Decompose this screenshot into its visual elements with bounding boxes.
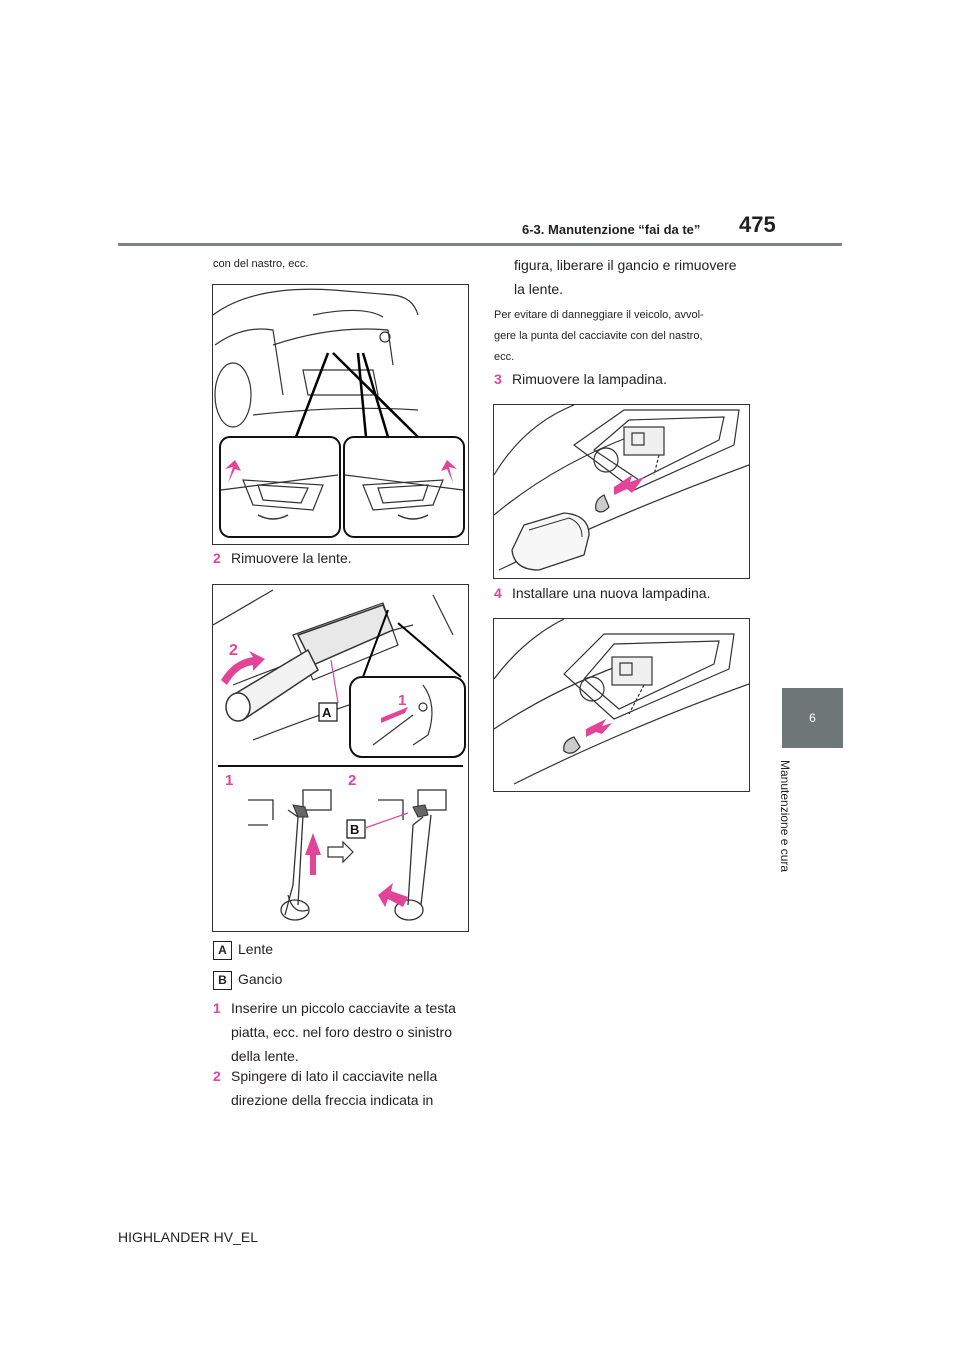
step-4 — [494, 581, 710, 605]
legend-lente — [213, 937, 273, 961]
section-title: 6-3. Manutenzione “fai da te” — [522, 222, 701, 237]
step-2-number: 2 — [213, 550, 221, 566]
substep-2-line-2: direzione della freccia indicata in — [231, 1092, 434, 1108]
fig2-label-a: A — [322, 705, 332, 720]
legend-text-a: Lente — [238, 941, 274, 957]
continued-line-2: la lente. — [514, 281, 564, 297]
substep-2-number: 2 — [213, 1068, 221, 1084]
figure-remove-lens-drawing — [213, 585, 468, 931]
fig2-label-b: B — [350, 822, 360, 837]
legend-gancio — [213, 967, 282, 991]
substep-1-line-2: piatta, ecc. nel foro destro o sinistro — [231, 1024, 452, 1040]
step-4-text: Installare una nuova lampadina. — [512, 585, 711, 601]
header-rule — [118, 243, 842, 246]
continued-text — [514, 253, 774, 301]
substep-1-line-3: della lente. — [231, 1048, 299, 1064]
figure-remove-bulb-drawing — [494, 405, 749, 578]
step-3-text: Rimuovere la lampadina. — [512, 371, 667, 387]
step-2-text: Rimuovere la lente. — [231, 550, 352, 566]
substep-2-line-1: Spingere di lato il cacciavite nella — [231, 1068, 438, 1084]
substep-1-line-1: Inserire un piccolo cacciavite a testa — [231, 1000, 456, 1016]
chapter-number: 6 — [809, 711, 816, 725]
note-line-1: Per evitare di danneggiare il veicolo, avvol- — [494, 309, 704, 321]
fig2-label-2-top: 2 — [229, 642, 238, 659]
intro-text: con del nastro, ecc. — [213, 258, 309, 270]
legend-key-a: A — [213, 941, 232, 960]
substep-1 — [213, 996, 483, 1068]
chapter-label — [770, 760, 810, 890]
figure-remove-bulb — [493, 404, 750, 579]
fig2-label-1: 1 — [225, 772, 234, 789]
step-2 — [213, 546, 352, 570]
figure-install-bulb-drawing — [494, 619, 749, 791]
chapter-label-text: Manutenzione e cura — [778, 760, 792, 873]
note-line-2: gere la punta del cacciavite con del nastro, — [494, 330, 703, 342]
substep-1-number: 1 — [213, 1000, 221, 1016]
note-text — [494, 305, 754, 368]
page-number: 475 — [739, 212, 776, 237]
figure-rear-vehicle — [212, 284, 469, 545]
step-4-number: 4 — [494, 585, 502, 601]
fig2-label-1-top: 1 — [398, 692, 407, 709]
legend-key-b: B — [213, 971, 232, 990]
figure-install-bulb — [493, 618, 750, 792]
step-3 — [494, 367, 667, 391]
legend-text-b: Gancio — [238, 971, 283, 987]
substep-2 — [213, 1064, 483, 1112]
fig2-label-2: 2 — [348, 772, 357, 789]
figure-rear-vehicle-drawing — [213, 285, 468, 544]
figure-remove-lens — [212, 584, 469, 932]
step-3-number: 3 — [494, 371, 502, 387]
note-line-3: ecc. — [494, 351, 515, 363]
footer-model: HIGHLANDER HV_EL — [118, 1229, 259, 1245]
continued-line-1: figura, liberare il gancio e rimuovere — [514, 257, 737, 273]
chapter-tab — [782, 688, 843, 748]
